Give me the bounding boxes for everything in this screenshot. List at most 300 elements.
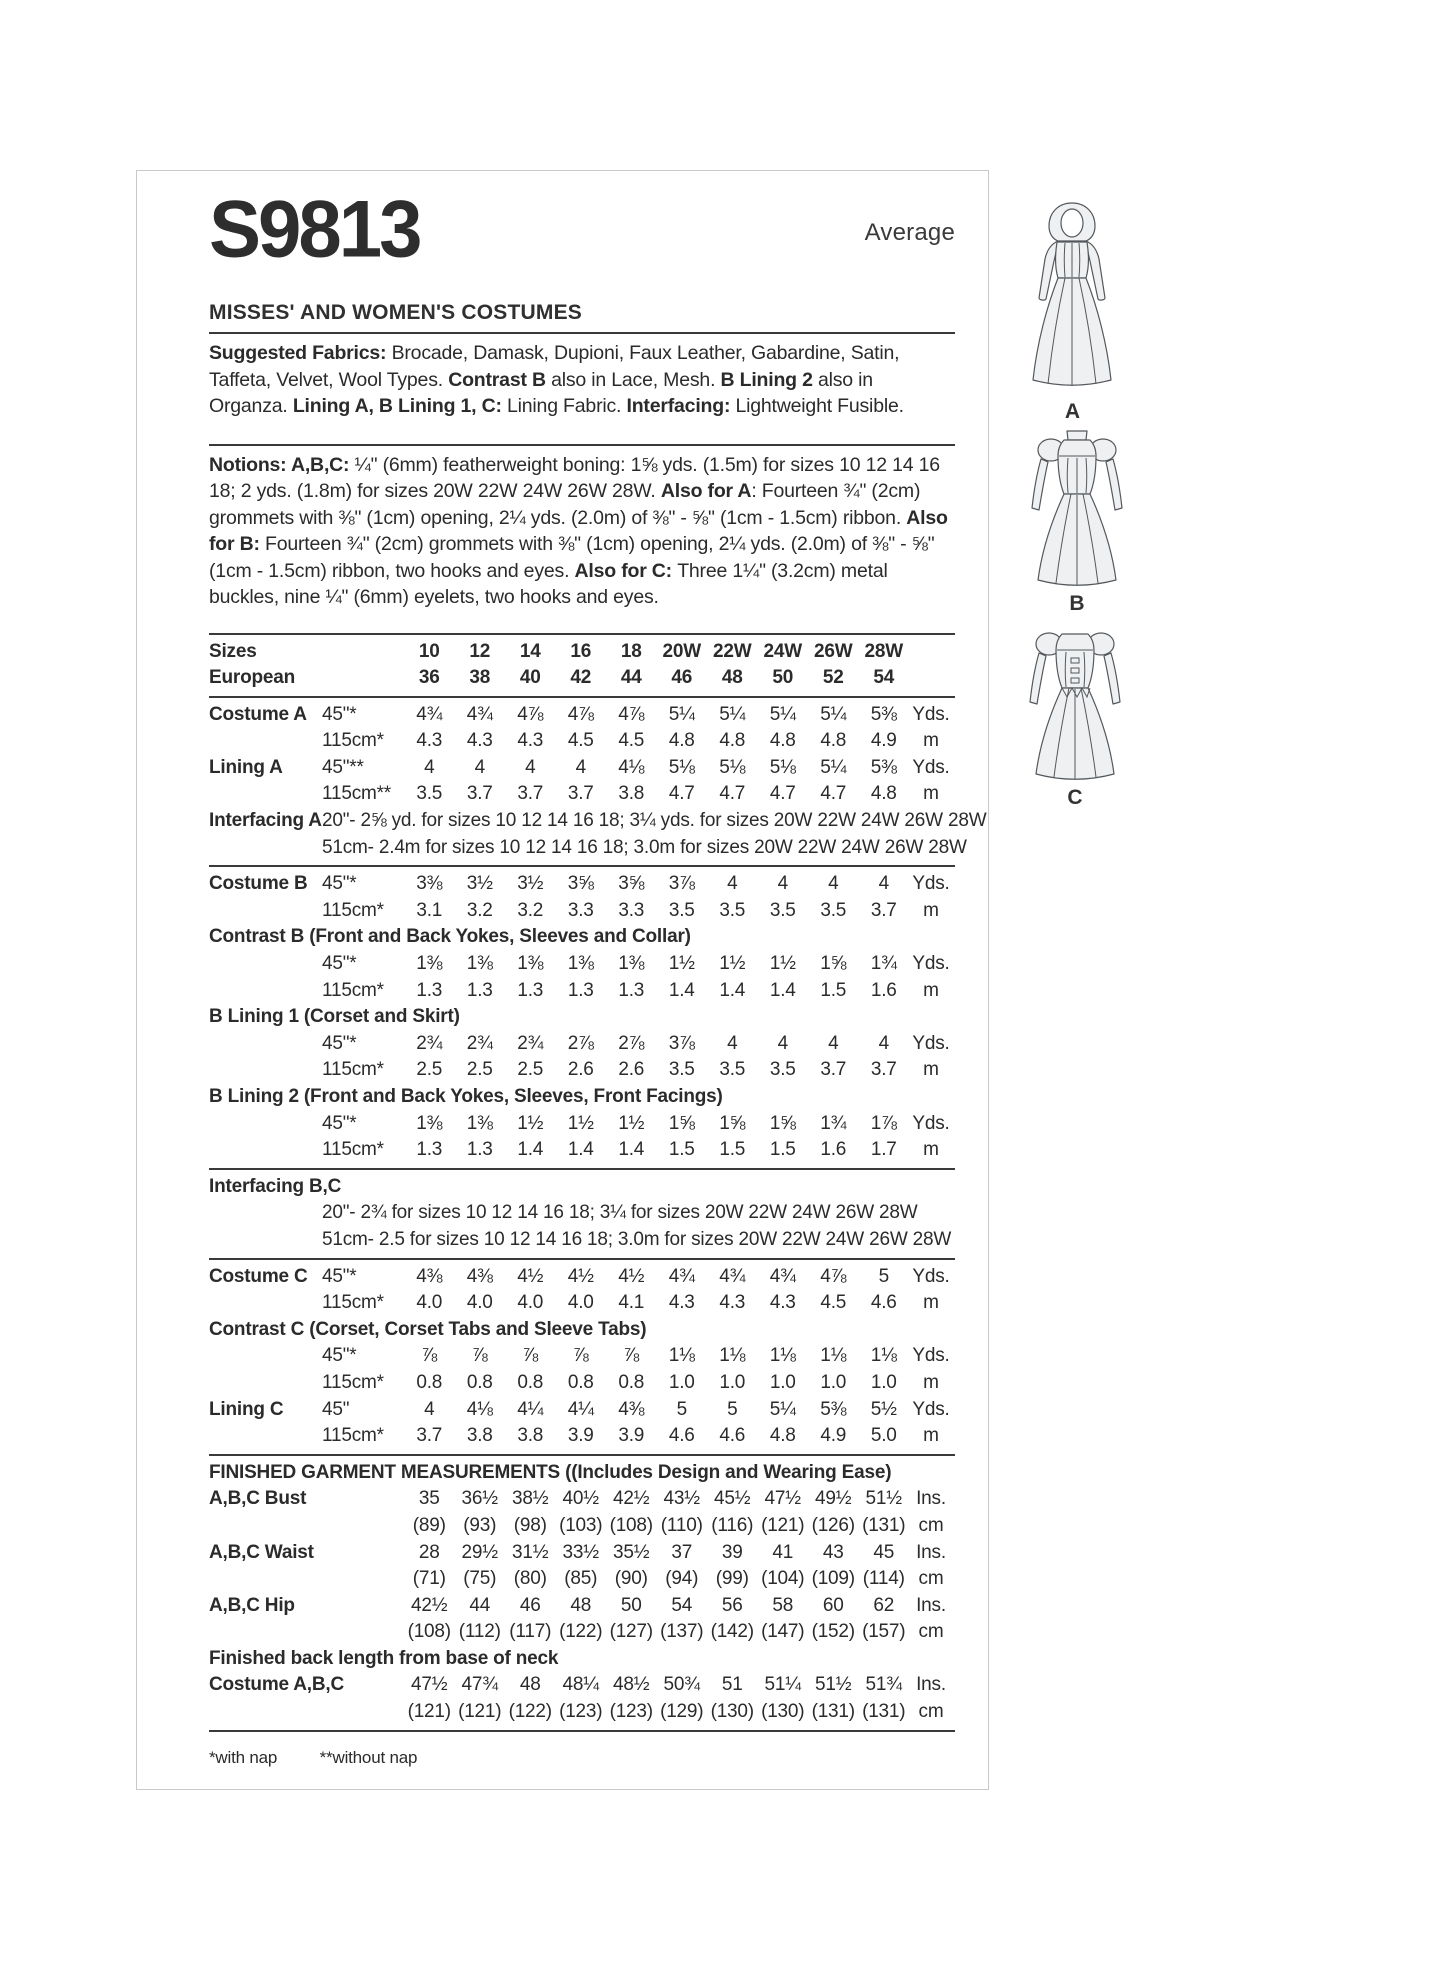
- yardage-value: 35½: [613, 1541, 650, 1563]
- table-row: [209, 755, 955, 782]
- yardage-value: 5½: [870, 1398, 897, 1420]
- yardage-value: 5⅛: [719, 756, 746, 778]
- yardage-value: (80): [513, 1568, 547, 1590]
- text-segment: also in Lace, Mesh.: [551, 368, 721, 391]
- yardage-value: 1⅜: [466, 1112, 493, 1134]
- yardage-value: 56: [721, 1594, 743, 1616]
- without-nap-footnote: **without nap: [319, 1747, 418, 1767]
- text-segment: also in Organza.: [209, 368, 873, 417]
- yardage-value: 2¾: [466, 1032, 493, 1054]
- span-text: 20"- 2⅝ yd. for sizes 10 12 14 16 18; 3¼ yds. for sizes 20W 22W 24W 26W 28W: [322, 810, 987, 832]
- yardage-value: 0.8: [618, 1371, 645, 1393]
- text-segment: Lining A, B Lining 1, C:: [292, 395, 507, 417]
- table-row: [209, 978, 955, 1005]
- yardage-value: 4¾: [466, 703, 493, 725]
- text-segment: Lightweight Fusible.: [735, 395, 904, 417]
- yardage-value: 1⅜: [466, 953, 493, 975]
- table-row: [209, 1423, 955, 1450]
- yardage-value: 24W: [763, 640, 802, 662]
- yardage-value: 1⅝: [820, 953, 847, 975]
- section-heading: Contrast B (Front and Back Yokes, Sleeves and Collar): [209, 926, 691, 948]
- yardage-value: 1.4: [769, 979, 796, 1001]
- yardage-value: 4.9: [870, 730, 897, 752]
- yardage-value: 1⅛: [820, 1345, 847, 1367]
- yardage-value: (127): [609, 1621, 653, 1643]
- yardage-value: 4.0: [416, 1292, 443, 1314]
- yardage-value: 4.9: [820, 1425, 847, 1447]
- yardage-value: 3⅜: [416, 873, 443, 895]
- yardage-value: 1.3: [618, 979, 645, 1001]
- yardage-value: 1.5: [668, 1139, 695, 1161]
- yardage-value: 4: [727, 873, 738, 895]
- table-row: [209, 1699, 955, 1726]
- yardage-value: 0.8: [416, 1371, 443, 1393]
- table-row: [209, 1111, 955, 1138]
- table-row: [209, 1174, 955, 1201]
- section-heading: B Lining 1 (Corset and Skirt): [209, 1006, 460, 1028]
- yardage-value: 1⅝: [668, 1112, 695, 1134]
- unit-label: m: [923, 1139, 939, 1161]
- yardage-value: 1.5: [719, 1139, 746, 1161]
- unit-label: cm: [918, 1621, 944, 1643]
- yardage-value: 1.3: [416, 1139, 443, 1161]
- yardage-value: 4.3: [466, 730, 493, 752]
- yardage-value: (114): [862, 1568, 905, 1590]
- yardage-value: 54: [873, 667, 895, 689]
- yardage-value: 1.3: [466, 1139, 493, 1161]
- yardage-value: 4¾: [668, 1265, 695, 1287]
- row-label: Sizes: [209, 640, 257, 662]
- table-row: [209, 1370, 955, 1397]
- yardage-value: 4.7: [668, 783, 695, 805]
- yardage-value: 4¼: [567, 1398, 594, 1420]
- yardage-value: 3½: [466, 873, 493, 895]
- yardage-value: 1.0: [668, 1371, 695, 1393]
- yardage-value: 12: [469, 640, 491, 662]
- unit-label: Yds.: [912, 953, 950, 975]
- yardage-value: (71): [412, 1568, 446, 1590]
- yardage-value: 4⅞: [517, 703, 544, 725]
- table-row: [209, 1343, 955, 1370]
- text-segment: Fourteen ¾" (2cm) grommets with ⅜" (1cm) opening, 2¼ yds. (2.0m) of ⅜" - ⅝" (1cm - 1.5cm) ribbon, two hooks and eyes.: [209, 533, 935, 582]
- yardage-value: 4.5: [618, 730, 645, 752]
- yardage-value: 2¾: [517, 1032, 544, 1054]
- yardage-value: 1½: [618, 1112, 645, 1134]
- yardage-value: 1.5: [769, 1139, 796, 1161]
- yardage-value: 10: [418, 640, 440, 662]
- yardage-value: 3.5: [769, 1059, 796, 1081]
- yardage-value: 4.8: [820, 730, 847, 752]
- yardage-value: 31½: [512, 1541, 549, 1563]
- yardage-value: 1.3: [517, 979, 544, 1001]
- yardage-value: (108): [407, 1621, 451, 1643]
- yardage-value: 5⅜: [820, 1398, 847, 1420]
- row-label: A,B,C Hip: [209, 1594, 295, 1616]
- yardage-value: (147): [761, 1621, 805, 1643]
- yardage-value: 4.7: [820, 783, 847, 805]
- unit-label: cm: [918, 1701, 944, 1723]
- yardage-value: 3.9: [567, 1425, 594, 1447]
- pattern-envelope-page: [136, 170, 989, 1790]
- yardage-value: 3.8: [517, 1425, 544, 1447]
- yardage-value: 4½: [567, 1265, 594, 1287]
- yardage-value: 16: [570, 640, 592, 662]
- unit-label: m: [923, 1371, 939, 1393]
- yardage-value: 4⅞: [820, 1265, 847, 1287]
- costume-a-figure: [1005, 198, 1140, 424]
- fabric-width: 115cm*: [322, 1292, 384, 1314]
- yardage-value: 4.3: [769, 1292, 796, 1314]
- yardage-value: 3.7: [820, 1059, 847, 1081]
- yardage-value: 0.8: [517, 1371, 544, 1393]
- text-segment: Notions: A,B,C:: [209, 453, 355, 476]
- yardage-value: 1¾: [870, 953, 897, 975]
- table-row: [209, 1057, 955, 1084]
- page-title: MISSES' AND WOMEN'S COSTUMES: [209, 301, 582, 324]
- yardage-value: 3.7: [416, 1425, 443, 1447]
- unit-label: m: [923, 730, 939, 752]
- yardage-value: 4⅜: [416, 1265, 443, 1287]
- row-label: Costume C: [209, 1265, 308, 1287]
- yardage-value: 4½: [618, 1265, 645, 1287]
- yardage-value: 3.5: [820, 899, 847, 921]
- yardage-value: 5⅜: [870, 703, 897, 725]
- yardage-value: 4: [878, 1032, 889, 1054]
- table-row: [209, 728, 955, 755]
- yardage-value: 4¾: [769, 1265, 796, 1287]
- yardage-value: (93): [463, 1514, 497, 1536]
- yardage-value: 4.0: [517, 1292, 544, 1314]
- yardage-value: 2.5: [517, 1059, 544, 1081]
- yardage-value: 38: [469, 667, 491, 689]
- unit-label: Yds.: [912, 1265, 950, 1287]
- yardage-value: 38½: [512, 1488, 549, 1510]
- text-segment: Also for A: [660, 480, 752, 502]
- yardage-value: (123): [609, 1701, 653, 1723]
- divider: [209, 444, 955, 446]
- yardage-value: 4½: [517, 1265, 544, 1287]
- yardage-value: 14: [519, 640, 541, 662]
- section-heading: Interfacing B,C: [209, 1175, 342, 1197]
- yardage-value: 1⅜: [416, 1112, 443, 1134]
- yardage-value: 46: [671, 667, 693, 689]
- fabric-width: 115cm*: [322, 979, 384, 1001]
- with-nap-footnote: *with nap: [209, 1747, 278, 1767]
- table-row: [209, 1593, 955, 1620]
- yardage-value: 1⅜: [618, 953, 645, 975]
- row-label: Lining A: [209, 756, 283, 778]
- yardage-value: 4.0: [567, 1292, 594, 1314]
- table-rule: [209, 696, 955, 698]
- yardage-value: 4¼: [517, 1398, 544, 1420]
- yardage-value: ⅞: [471, 1345, 488, 1367]
- text-segment: Contrast B: [448, 368, 552, 391]
- table-row: [209, 702, 955, 729]
- yardage-value: 3.2: [517, 899, 544, 921]
- yardage-value: 36: [418, 667, 440, 689]
- divider: [209, 332, 955, 334]
- table-row: [209, 951, 955, 978]
- fabric-width: 115cm*: [322, 899, 384, 921]
- yardage-value: 4⅜: [618, 1398, 645, 1420]
- yardage-value: (121): [761, 1514, 805, 1536]
- yardage-value: 60: [822, 1594, 844, 1616]
- yardage-value: ⅞: [522, 1345, 539, 1367]
- unit-label: m: [923, 1292, 939, 1314]
- yardage-value: 1.3: [416, 979, 443, 1001]
- yardage-value: 1½: [567, 1112, 594, 1134]
- yardage-value: (126): [811, 1514, 855, 1536]
- page-content: [209, 171, 987, 1768]
- table-row: [209, 1084, 955, 1111]
- table-row: [209, 1619, 955, 1646]
- table-row: [209, 1200, 955, 1227]
- yardage-value: 4.6: [719, 1425, 746, 1447]
- yardage-value: 3.7: [517, 783, 544, 805]
- text-segment: Three 1¼" (3.2cm) metal buckles, nine ¼" (6mm) eyelets, two hooks and eyes.: [209, 559, 888, 608]
- yardage-value: 43½: [663, 1488, 700, 1510]
- yardage-value: 5⅜: [870, 756, 897, 778]
- yardage-value: 1.6: [870, 979, 897, 1001]
- row-label: Costume A: [209, 703, 307, 725]
- text-segment: Also for B:: [209, 506, 948, 555]
- table-row: [209, 808, 987, 835]
- yardage-value: 35: [418, 1488, 440, 1510]
- yardage-value: 39: [721, 1541, 743, 1563]
- yardage-value: 5: [676, 1398, 687, 1420]
- yardage-value: 18: [620, 640, 642, 662]
- unit-label: Yds.: [912, 1398, 950, 1420]
- yardage-value: 1.4: [618, 1139, 645, 1161]
- table-rule: [209, 865, 955, 867]
- yardage-value: (103): [559, 1514, 603, 1536]
- yardage-value: 3.5: [668, 1059, 695, 1081]
- yardage-value: (137): [660, 1621, 704, 1643]
- table-row: [209, 1004, 955, 1031]
- yardage-value: 1.4: [668, 979, 695, 1001]
- yardage-value: 3.2: [466, 899, 493, 921]
- unit-label: m: [923, 1425, 939, 1447]
- yardage-value: 50: [620, 1594, 642, 1616]
- yardage-value: 5¼: [820, 703, 847, 725]
- yardage-value: 42½: [411, 1594, 448, 1616]
- yardage-value: 26W: [814, 640, 853, 662]
- span-text: 51cm- 2.5 for sizes 10 12 14 16 18; 3.0m for sizes 20W 22W 24W 26W 28W: [322, 1228, 952, 1250]
- figure-b-label: B: [1069, 592, 1085, 615]
- table-rule: [209, 633, 955, 635]
- row-label: A,B,C Waist: [209, 1541, 314, 1563]
- yardage-value: 4.1: [618, 1292, 645, 1314]
- yardage-table: [209, 633, 987, 1732]
- yardage-value: 1.4: [567, 1139, 594, 1161]
- yardage-value: 3.7: [567, 783, 594, 805]
- yardage-value: 1.4: [719, 979, 746, 1001]
- yardage-value: 4.6: [668, 1425, 695, 1447]
- table-rule: [209, 1454, 955, 1456]
- fabric-width: 115cm**: [322, 783, 392, 805]
- unit-label: Ins.: [916, 1488, 946, 1510]
- text-segment: Suggested Fabrics:: [209, 342, 392, 364]
- yardage-value: 3.8: [466, 1425, 493, 1447]
- yardage-value: 48: [519, 1674, 541, 1696]
- fabric-width: 45"*: [322, 873, 357, 895]
- yardage-value: 1.3: [567, 979, 594, 1001]
- table-rule: [209, 1730, 955, 1732]
- yardage-value: 4.5: [820, 1292, 847, 1314]
- table-row: [209, 1227, 955, 1254]
- figure-a-label: A: [1064, 400, 1081, 423]
- yardage-value: 4.3: [719, 1292, 746, 1314]
- yardage-value: 4⅜: [466, 1265, 493, 1287]
- fabric-width: 45"*: [322, 703, 357, 725]
- table-row: [209, 1290, 955, 1317]
- yardage-value: 51¼: [764, 1674, 801, 1696]
- yardage-value: 28: [418, 1541, 440, 1563]
- yardage-value: 2¾: [416, 1032, 443, 1054]
- yardage-value: 33½: [562, 1541, 599, 1563]
- unit-label: Ins.: [916, 1541, 946, 1563]
- section-heading: Contrast C (Corset, Corset Tabs and Sleeve Tabs): [209, 1318, 647, 1340]
- table-row: [209, 835, 967, 862]
- table-row: [209, 665, 955, 692]
- yardage-value: 4: [424, 1398, 435, 1420]
- yardage-value: 5¼: [668, 703, 695, 725]
- yardage-value: 3½: [517, 873, 544, 895]
- yardage-value: 1⅛: [769, 1345, 796, 1367]
- text-segment: Interfacing:: [626, 395, 736, 417]
- yardage-value: 5: [727, 1398, 738, 1420]
- table-row: [209, 1460, 955, 1487]
- fabric-width: 45"*: [322, 1345, 357, 1367]
- pattern-number: S9813: [209, 182, 420, 275]
- yardage-value: 3.5: [416, 783, 443, 805]
- yardage-value: 3.9: [618, 1425, 645, 1447]
- unit-label: cm: [918, 1514, 944, 1536]
- yardage-value: 4⅛: [466, 1398, 493, 1420]
- yardage-value: (116): [711, 1514, 754, 1536]
- yardage-value: 4.3: [416, 730, 443, 752]
- yardage-value: 2⅞: [567, 1032, 594, 1054]
- yardage-value: 1⅛: [668, 1345, 695, 1367]
- costume-c-figure: [1000, 626, 1150, 810]
- yardage-value: 3.3: [618, 899, 645, 921]
- yardage-value: 2.5: [416, 1059, 443, 1081]
- table-rule: [209, 1258, 955, 1260]
- yardage-value: 5: [878, 1265, 889, 1287]
- yardage-value: 37: [671, 1541, 693, 1563]
- yardage-value: 4: [727, 1032, 738, 1054]
- yardage-value: 5⅛: [769, 756, 796, 778]
- unit-label: Ins.: [916, 1674, 946, 1696]
- yardage-value: 1½: [668, 953, 695, 975]
- yardage-value: 3⅝: [618, 873, 645, 895]
- yardage-value: 1⅝: [719, 1112, 746, 1134]
- yardage-value: 2.5: [466, 1059, 493, 1081]
- unit-label: Yds.: [912, 1112, 950, 1134]
- yardage-value: 4⅞: [618, 703, 645, 725]
- yardage-value: 1⅛: [719, 1345, 746, 1367]
- unit-label: cm: [918, 1568, 944, 1590]
- yardage-value: 2⅞: [618, 1032, 645, 1054]
- yardage-value: 3.7: [870, 899, 897, 921]
- yardage-value: 44: [620, 667, 642, 689]
- section-heading: FINISHED GARMENT MEASUREMENTS ((Includes Design and Wearing Ease): [209, 1461, 892, 1483]
- footnotes: [209, 1748, 955, 1768]
- yardage-value: (117): [509, 1621, 552, 1643]
- table-row: [209, 1646, 955, 1673]
- yardage-value: (131): [811, 1701, 855, 1723]
- fabric-width: 115cm*: [322, 1371, 384, 1393]
- yardage-value: (130): [710, 1701, 754, 1723]
- yardage-value: 36½: [461, 1488, 498, 1510]
- table-row: [209, 1031, 955, 1058]
- yardage-value: 4¾: [416, 703, 443, 725]
- yardage-value: 3.5: [719, 1059, 746, 1081]
- yardage-value: 3.1: [416, 899, 443, 921]
- fabric-width: 45"*: [322, 1112, 357, 1134]
- yardage-value: 48: [570, 1594, 592, 1616]
- yardage-value: (112): [458, 1621, 501, 1643]
- table-row: [209, 1397, 955, 1424]
- yardage-value: 1.0: [820, 1371, 847, 1393]
- fabric-width: 45"*: [322, 953, 357, 975]
- yardage-value: 1⅜: [416, 953, 443, 975]
- yardage-value: 28W: [864, 640, 903, 662]
- yardage-value: 0.8: [466, 1371, 493, 1393]
- yardage-value: 3⅞: [668, 873, 695, 895]
- row-label: Costume A,B,C: [209, 1674, 344, 1696]
- yardage-value: 49½: [815, 1488, 852, 1510]
- row-label: Costume B: [209, 873, 308, 895]
- yardage-value: 3.8: [618, 783, 645, 805]
- figure-c-label: C: [1067, 786, 1083, 809]
- yardage-value: (129): [660, 1701, 704, 1723]
- notions-paragraph: [209, 452, 955, 611]
- yardage-value: (131): [862, 1514, 906, 1536]
- yardage-value: 1.5: [820, 979, 847, 1001]
- unit-label: Yds.: [912, 1032, 950, 1054]
- yardage-value: 4.0: [466, 1292, 493, 1314]
- yardage-value: 4.8: [668, 730, 695, 752]
- yardage-value: (110): [660, 1514, 703, 1536]
- yardage-value: 5¼: [769, 1398, 796, 1420]
- yardage-value: 48¼: [562, 1674, 599, 1696]
- text-segment: ¼" (6mm) featherweight boning: 1⅝ yds. (1.5m) for sizes 10 12 14 16 18; 2 yds. (1.8m) for sizes 20W 22W 24W 26W 28W.: [209, 453, 940, 502]
- table-rule: [209, 1168, 955, 1170]
- yardage-value: 4.7: [769, 783, 796, 805]
- yardage-value: 4.8: [769, 1425, 796, 1447]
- yardage-value: ⅞: [623, 1345, 640, 1367]
- yardage-value: 48: [721, 667, 743, 689]
- yardage-value: 40: [519, 667, 541, 689]
- unit-label: m: [923, 899, 939, 921]
- yardage-value: 4.3: [517, 730, 544, 752]
- yardage-value: 1.4: [517, 1139, 544, 1161]
- yardage-value: (121): [458, 1701, 502, 1723]
- unit-label: Yds.: [912, 1345, 950, 1367]
- yardage-value: 41: [772, 1541, 794, 1563]
- yardage-value: 52: [822, 667, 844, 689]
- span-text: 20"- 2¾ for sizes 10 12 14 16 18; 3¼ for sizes 20W 22W 24W 26W 28W: [322, 1202, 918, 1224]
- yardage-value: 50: [772, 667, 794, 689]
- yardage-value: (157): [862, 1621, 906, 1643]
- row-label: European: [209, 667, 296, 689]
- yardage-value: (99): [715, 1568, 749, 1590]
- yardage-value: 4: [424, 756, 435, 778]
- yardage-value: 3.7: [466, 783, 493, 805]
- yardage-value: 43: [822, 1541, 844, 1563]
- yardage-value: 1.0: [719, 1371, 746, 1393]
